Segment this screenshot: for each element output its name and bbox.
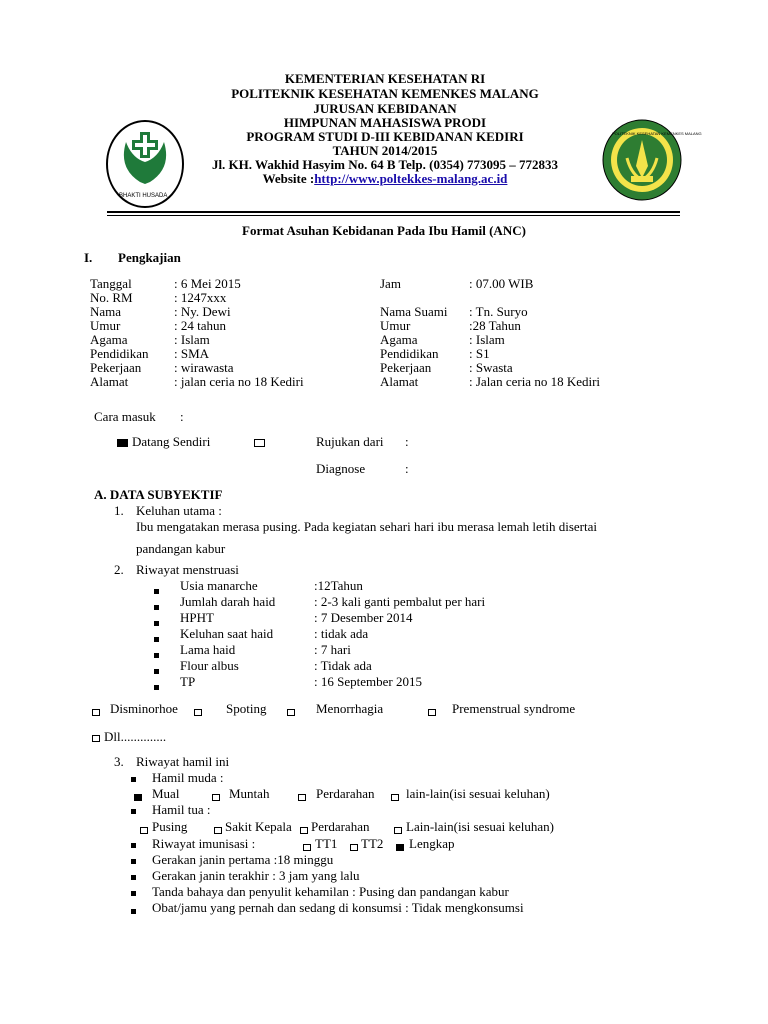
menstruasi-item-label: TP <box>180 674 196 689</box>
section-number: I. <box>84 250 93 265</box>
identity-label: Alamat <box>380 374 419 389</box>
keluhan-number: 1. <box>114 503 124 518</box>
checkbox-icon[interactable] <box>391 788 403 804</box>
hamil-tua-option: Pusing <box>152 819 188 834</box>
hamil-tua-label: Hamil tua : <box>152 802 211 817</box>
identity-value: : 07.00 WIB <box>469 276 534 291</box>
identity-value: : S1 <box>469 346 490 361</box>
checkbox-icon[interactable] <box>394 821 406 837</box>
checkbox-icon[interactable] <box>140 821 152 837</box>
bullet-icon <box>154 678 159 694</box>
datang-sendiri-option[interactable] <box>117 434 210 450</box>
gerakan-terakhir-row <box>131 868 136 884</box>
header-line-3: JURUSAN KEBIDANAN <box>313 101 457 116</box>
menstruasi-item-value: : Tidak ada <box>314 658 372 673</box>
website-link[interactable]: http://www.poltekkes-malang.ac.id <box>314 171 508 186</box>
bullet-icon <box>131 777 136 782</box>
checkbox-icon[interactable] <box>212 788 224 804</box>
menstruasi-item-label: Lama haid <box>180 642 236 657</box>
keluhan-text-1: Ibu mengatakan merasa pusing. Pada kegiatan sehari hari ibu merasa lemah letih disertai <box>136 519 597 534</box>
menstruasi-item-value: : 7 Desember 2014 <box>314 610 413 625</box>
obat-text: Obat/jamu yang pernah dan sedang di konsumsi : Tidak mengkonsumsi <box>152 900 524 915</box>
left-logo-caption: BHAKTI HUSADA <box>119 193 168 199</box>
menstruasi-number: 2. <box>114 562 124 577</box>
menstruasi-check-label: Spoting <box>226 701 267 716</box>
datang-sendiri-label: Datang Sendiri <box>132 434 211 449</box>
cara-masuk-colon: : <box>180 409 184 424</box>
identity-label: Tanggal <box>90 276 132 291</box>
bullet-icon <box>154 630 159 646</box>
checkbox-icon[interactable] <box>92 735 100 742</box>
header-rule-thick <box>107 211 680 213</box>
imunisasi-label: Riwayat imunisasi : <box>152 836 256 851</box>
hamil-muda-option: Perdarahan <box>316 786 375 801</box>
doc-title: Format Asuhan Kebidanan Pada Ibu Hamil (ANC) <box>242 223 526 238</box>
obat-row <box>131 902 136 918</box>
hamil-muda-option: lain-lain(isi sesuai keluhan) <box>406 786 550 801</box>
menstruasi-item-label: Usia manarche <box>180 578 258 593</box>
hamil-tua-row <box>131 802 136 818</box>
checkbox-checked-icon[interactable] <box>117 439 128 447</box>
right-logo-caption: POLITEKNIK KESEHATAN KEMENKES MALANG <box>612 131 702 136</box>
identity-value: : Tn. Suryo <box>469 304 528 319</box>
identity-label: Pendidikan <box>90 346 149 361</box>
identity-label: No. RM <box>90 290 133 305</box>
gerakan-pertama-row <box>131 852 136 868</box>
hamil-tua-option: Perdarahan <box>311 819 370 834</box>
identity-value: : jalan ceria no 18 Kediri <box>174 374 304 389</box>
section-title: Pengkajian <box>118 250 181 265</box>
menstruasi-item-label: HPHT <box>180 610 214 625</box>
website-label: Website : <box>262 171 315 186</box>
header-line-6: TAHUN 2014/2015 <box>332 143 438 158</box>
gerakan-pertama-text: Gerakan janin pertama :18 minggu <box>152 852 334 867</box>
imunisasi-option: TT2 <box>361 836 384 851</box>
bullet-icon <box>131 909 136 914</box>
bullet-icon <box>154 646 159 662</box>
checkbox-icon[interactable] <box>428 703 440 719</box>
rujukan-colon: : <box>405 434 409 449</box>
hamil-tua-option: Lain-lain(isi sesuai keluhan) <box>406 819 555 834</box>
cara-masuk-label: Cara masuk <box>94 409 156 424</box>
menstruasi-check-label: Menorrhagia <box>316 701 384 716</box>
imunisasi-option: TT1 <box>315 836 338 851</box>
tanda-bahaya-text: Tanda bahaya dan penyulit kehamilan : Pusing dan pandangan kabur <box>152 884 509 899</box>
checkbox-icon[interactable] <box>254 439 265 447</box>
header-line-2: POLITEKNIK KESEHATAN KEMENKES MALANG <box>231 86 539 101</box>
identity-label: Agama <box>380 332 418 347</box>
identity-value: : Islam <box>174 332 210 347</box>
hamil-muda-option: Mual <box>152 786 180 801</box>
menstruasi-item-value: : tidak ada <box>314 626 369 641</box>
identity-label: Agama <box>90 332 128 347</box>
bullet-icon <box>131 891 136 896</box>
identity-value: : 1247xxx <box>174 290 227 305</box>
identity-label: Umur <box>380 318 411 333</box>
imunisasi-option: Lengkap <box>409 836 455 851</box>
identity-label: Jam <box>380 276 401 291</box>
keluhan-text-2: pandangan kabur <box>136 541 226 556</box>
menstruasi-item-value: : 16 September 2015 <box>314 674 422 689</box>
dll-label: Dll.............. <box>104 729 167 744</box>
rujukan-label: Rujukan dari <box>316 434 384 449</box>
keluhan-title: Keluhan utama : <box>136 503 222 518</box>
rujukan-option[interactable] <box>254 434 269 450</box>
identity-value: : SMA <box>174 346 210 361</box>
identity-label: Pekerjaan <box>380 360 432 375</box>
gerakan-terakhir-text: Gerakan janin terakhir : 3 jam yang lalu <box>152 868 360 883</box>
diagnose-colon: : <box>405 461 409 476</box>
header-line-5: PROGRAM STUDI D-III KEBIDANAN KEDIRI <box>246 129 524 144</box>
hamil-muda-row <box>131 770 136 786</box>
bullet-icon <box>131 843 136 848</box>
bullet-icon <box>154 614 159 630</box>
menstruasi-item-value: : 7 hari <box>314 642 351 657</box>
identity-label: Pekerjaan <box>90 360 142 375</box>
header-line-1: KEMENTERIAN KESEHATAN RI <box>284 71 486 86</box>
data-subyektif-heading: A. DATA SUBYEKTIF <box>94 487 223 502</box>
bullet-icon <box>154 662 159 678</box>
hamil-tua-option: Sakit Kepala <box>225 819 292 834</box>
hamil-title: Riwayat hamil ini <box>136 754 230 769</box>
identity-value: : 24 tahun <box>174 318 226 333</box>
checkbox-icon[interactable] <box>92 703 104 719</box>
checkbox-icon[interactable] <box>194 703 206 719</box>
identity-label: Nama Suami <box>380 304 448 319</box>
identity-label: Umur <box>90 318 121 333</box>
menstruasi-check-label: Disminorhoe <box>110 701 178 716</box>
menstruasi-item-label: Jumlah darah haid <box>180 594 276 609</box>
dll-option[interactable] <box>92 729 166 745</box>
identity-value: : 6 Mei 2015 <box>174 276 241 291</box>
bullet-icon <box>131 875 136 880</box>
identity-label: Nama <box>90 304 122 319</box>
identity-value: : wirawasta <box>174 360 234 375</box>
checkbox-icon[interactable] <box>287 703 299 719</box>
bullet-icon <box>131 859 136 864</box>
checkbox-checked-icon[interactable] <box>396 838 408 854</box>
header-line-4: HIMPUNAN MAHASISWA PRODI <box>283 115 487 130</box>
hamil-muda-label: Hamil muda : <box>152 770 224 785</box>
imunisasi-row <box>131 836 136 852</box>
header-address: Jl. KH. Wakhid Hasyim No. 64 B Telp. (0354) 773095 – 772833 <box>211 157 559 172</box>
header-rule-thin <box>107 215 680 216</box>
menstruasi-item-label: Flour albus <box>180 658 239 673</box>
identity-label: Alamat <box>90 374 129 389</box>
checkbox-icon[interactable] <box>298 788 310 804</box>
diagnose-label: Diagnose <box>316 461 366 476</box>
identity-value: :28 Tahun <box>469 318 521 333</box>
header-website <box>150 171 620 186</box>
bullet-icon <box>154 598 159 614</box>
bullet-icon <box>131 809 136 814</box>
identity-label: Pendidikan <box>380 346 439 361</box>
menstruasi-item-label: Keluhan saat haid <box>180 626 274 641</box>
identity-value: : Ny. Dewi <box>174 304 231 319</box>
identity-value: : Jalan ceria no 18 Kediri <box>469 374 601 389</box>
identity-value: : Islam <box>469 332 505 347</box>
tanda-bahaya-row <box>131 884 136 900</box>
menstruasi-item-value: :12Tahun <box>314 578 363 593</box>
hamil-number: 3. <box>114 754 124 769</box>
menstruasi-title: Riwayat menstruasi <box>136 562 239 577</box>
menstruasi-item-value: : 2-3 kali ganti pembalut per hari <box>314 594 486 609</box>
identity-value: : Swasta <box>469 360 513 375</box>
menstruasi-check-label: Premenstrual syndrome <box>452 701 576 716</box>
hamil-muda-option: Muntah <box>229 786 270 801</box>
bullet-icon <box>154 582 159 598</box>
